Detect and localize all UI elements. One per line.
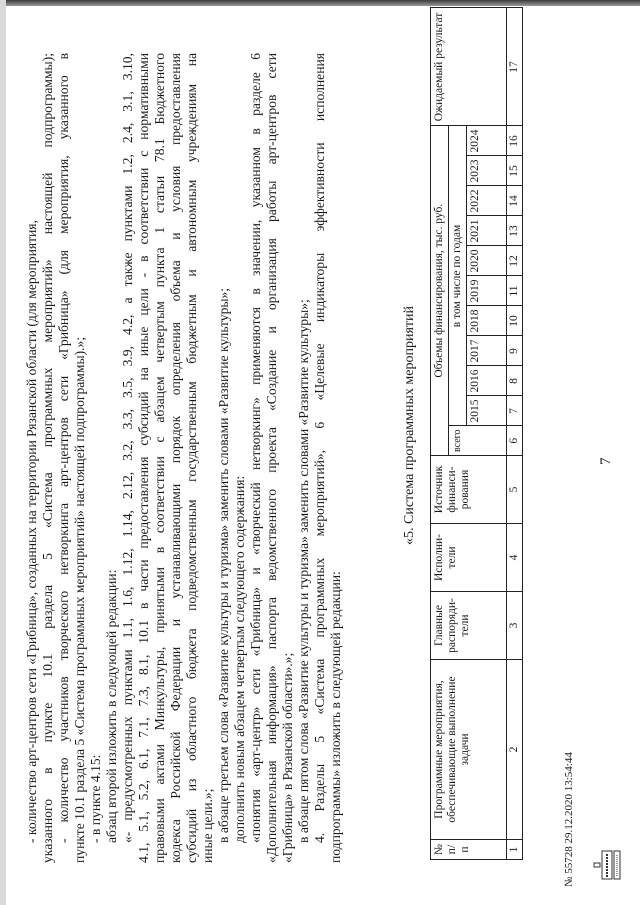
col-num-16: 16 — [507, 126, 523, 156]
body-line-14: дополнить новым абзацем четвертым следующего содержания: — [232, 475, 247, 843]
col-num-13: 13 — [507, 216, 523, 246]
body-line-17: «Грибница» в Рязанской области».»; — [280, 652, 295, 863]
page-number: 7 — [598, 457, 614, 465]
year-2020: 2020 — [467, 246, 507, 276]
year-2017: 2017 — [467, 336, 507, 366]
col-num-8: 8 — [507, 366, 523, 396]
section-title: «5. Система программных мероприятий — [402, 305, 417, 545]
body-line-7: «- предусмотренных пунктами 1.1, 1.6, 1.12, 1.14, 2.12, 3.2, 3.3, 3.5, 3.9, 4.2, а также пунктами 1.2, 2.4, 3.1, 3.10, — [120, 53, 135, 843]
col-num-1: 1 — [507, 840, 523, 860]
body-line-11: субсидий из областного бюджета подведомственным государственным бюджетным и автономным учреждениям на — [184, 53, 199, 863]
year-2021: 2021 — [467, 216, 507, 246]
col-num-14: 14 — [507, 186, 523, 216]
registration-seal-icon — [590, 845, 630, 885]
col-num-7: 7 — [507, 396, 523, 426]
col-num-4: 4 — [507, 524, 523, 592]
body-line-3: - количество участников творческого нетворкинга арт-центров сети «Грибница» (для мероприятия, указанного в — [56, 53, 71, 843]
year-2018: 2018 — [467, 306, 507, 336]
year-2016: 2016 — [467, 366, 507, 396]
header-by-years: в том числе по годам — [449, 126, 467, 426]
header-managers: Главные распоряди-тели — [431, 592, 507, 660]
col-num-3: 3 — [507, 592, 523, 660]
col-num-2: 2 — [507, 660, 523, 840]
col-num-11: 11 — [507, 276, 523, 306]
header-volumes: Объемы финансирования, тыс. руб. — [431, 126, 449, 456]
col-num-12: 12 — [507, 246, 523, 276]
header-number: № п/п — [431, 840, 507, 860]
body-line-10: кодекса Российской Федерации и устанавливающими порядок определения объема и условия предоставления — [168, 53, 183, 863]
year-2022: 2022 — [467, 186, 507, 216]
header-measures: Программные мероприятия, обеспечивающие выполнение задачи — [431, 660, 507, 840]
year-2019: 2019 — [467, 276, 507, 306]
body-line-8: 4.1, 5.1, 5.2, 6.1, 7.1, 7.3, 8.1, 10.1 в части предоставления субсидий на иные цели - в соответствии с нормативными — [136, 53, 151, 863]
header-executors: Исполни-тели — [431, 524, 507, 592]
body-line-19: 4. Разделы 5 «Система программных мероприятий», 6 «Целевые индикаторы эффективности исполнения — [312, 53, 327, 843]
col-num-17: 17 — [507, 8, 523, 126]
body-line-16: «Дополнительная информация» паспорта ведомственного проекта «Создание и организация работы арт-центров сети — [264, 53, 279, 863]
body-line-5: - в пункте 4.15: — [88, 754, 103, 843]
body-line-2: указанного в пункте 10.1 раздела 5 «Система программных мероприятий» настоящей подпрограммы); — [40, 53, 55, 863]
body-line-6: абзац второй изложить в следующей редакции: — [104, 569, 119, 843]
body-line-13: в абзаце третьем слова «Развитие культуры и туризма» заменить словами «Развитие культуры»; — [216, 287, 231, 843]
col-num-5: 5 — [507, 456, 523, 524]
header-result: Ожидаемый результат — [431, 8, 507, 126]
header-source: Источник финанси-рования — [431, 456, 507, 524]
body-line-18: в абзаце пятом слова «Развитие культуры и туризма» заменить словами «Развитие культуры»; — [296, 299, 311, 843]
col-num-9: 9 — [507, 336, 523, 366]
body-line-12: иные цели.»; — [200, 788, 215, 863]
body-line-20: подпрограммы» изложить в следующей редакции: — [328, 571, 343, 863]
year-2024: 2024 — [467, 126, 507, 156]
col-num-10: 10 — [507, 306, 523, 336]
body-line-1: - количество арт-центров сети «Грибница», созданных на территории Рязанской области (для мероприятия, — [24, 220, 39, 843]
measures-table — [430, 7, 523, 860]
body-line-9: правовыми актами Минкультуры, принятыми в соответствии с абзацем четвертым пункта 1 статьи 78.1 Бюджетного — [152, 53, 167, 863]
col-num-15: 15 — [507, 156, 523, 186]
year-2015: 2015 — [467, 396, 507, 426]
body-line-15: «понятия «арт-центр» сети «Грибница» и «творческий нетворкинг» применяются в значении, указанном в разделе 6 — [248, 53, 263, 843]
header-total: всего — [449, 426, 507, 456]
year-2023: 2023 — [467, 156, 507, 186]
body-line-4: пункте 10.1 раздела 5 «Система программных мероприятий» настоящей подпрограммы).»; — [72, 336, 87, 863]
registration-stamp-text: № 55728 29.12.2020 13:54:44 — [563, 752, 575, 887]
col-num-6: 6 — [507, 426, 523, 456]
